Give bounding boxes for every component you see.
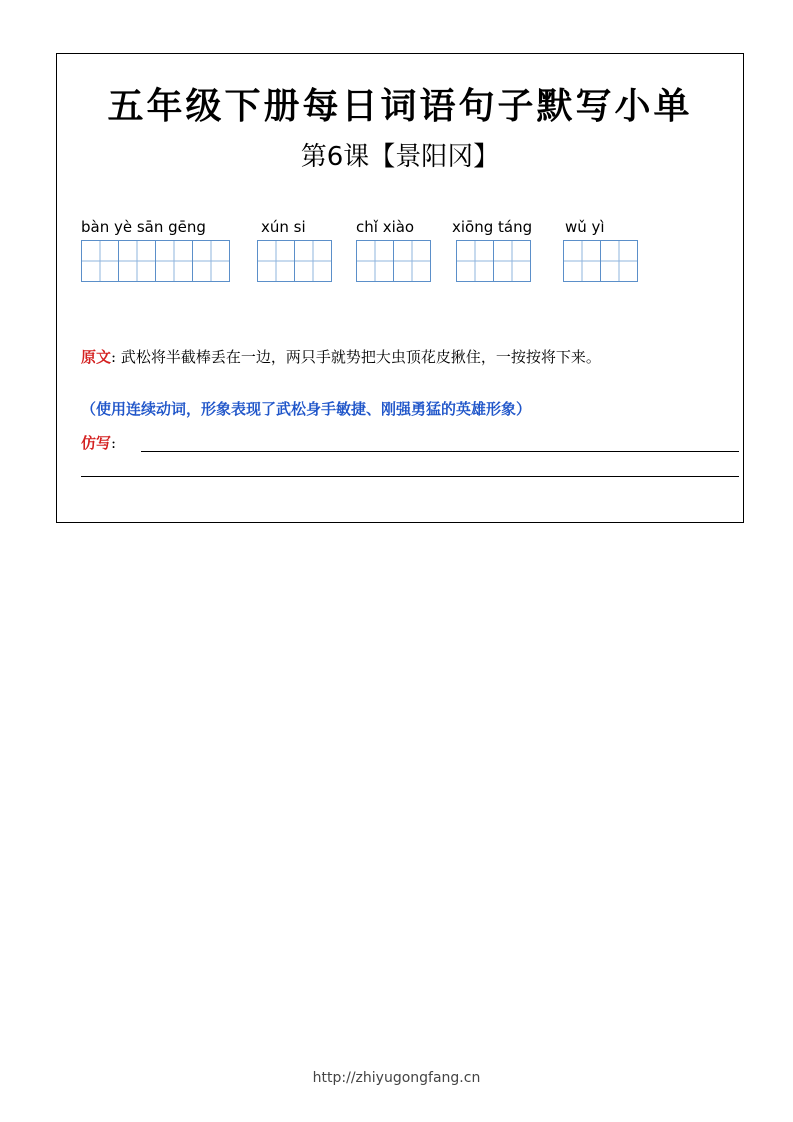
answer-line-1[interactable] — [141, 451, 739, 452]
writing-box[interactable] — [257, 240, 295, 282]
pinyin-word-1 — [81, 216, 230, 282]
original-text: 武松将半截棒丢在一边，两只手就势把大虫顶花皮揪住，一按按将下来。 — [120, 348, 601, 366]
writing-grid — [81, 240, 230, 282]
original-colon: : — [111, 348, 117, 366]
pinyin-label: xiōng táng — [452, 218, 533, 236]
pinyin-label: wǔ yì — [565, 218, 605, 236]
writing-box[interactable] — [393, 240, 431, 282]
writing-box[interactable] — [600, 240, 638, 282]
lesson-subtitle: 第6课【景阳冈】 — [300, 142, 500, 172]
pinyin-label: chǐ xiào — [356, 218, 415, 236]
pinyin-word-4 — [452, 216, 532, 282]
pinyin-word-3 — [356, 216, 431, 282]
imitation-colon: : — [111, 434, 117, 452]
worksheet-frame — [56, 53, 744, 523]
pinyin-label: bàn yè sān gēng — [81, 218, 206, 236]
writing-grid — [563, 240, 638, 282]
original-label: 原文 — [81, 348, 112, 366]
writing-box[interactable] — [118, 240, 156, 282]
writing-box[interactable] — [192, 240, 230, 282]
answer-line-2[interactable] — [81, 476, 739, 477]
writing-box[interactable] — [456, 240, 494, 282]
writing-box[interactable] — [155, 240, 193, 282]
original-sentence — [81, 344, 721, 370]
writing-box[interactable] — [563, 240, 601, 282]
analysis-note: （使用连续动词，形象表现了武松身手敏捷、刚强勇猛的英雄形象） — [81, 400, 532, 418]
pinyin-label: xún si — [261, 218, 306, 236]
imitation-prompt — [81, 432, 116, 453]
pinyin-word-5 — [563, 216, 638, 282]
writing-box[interactable] — [81, 240, 119, 282]
writing-grid — [452, 240, 532, 282]
page-title: 五年级下册每日词语句子默写小单 — [107, 85, 693, 127]
writing-grid — [356, 240, 431, 282]
writing-box[interactable] — [294, 240, 332, 282]
imitation-label: 仿写 — [81, 434, 112, 452]
footer-url: http://zhiyugongfang.cn — [312, 1070, 481, 1086]
pinyin-word-2 — [257, 216, 332, 282]
writing-box[interactable] — [493, 240, 531, 282]
writing-box[interactable] — [356, 240, 394, 282]
writing-grid — [257, 240, 332, 282]
